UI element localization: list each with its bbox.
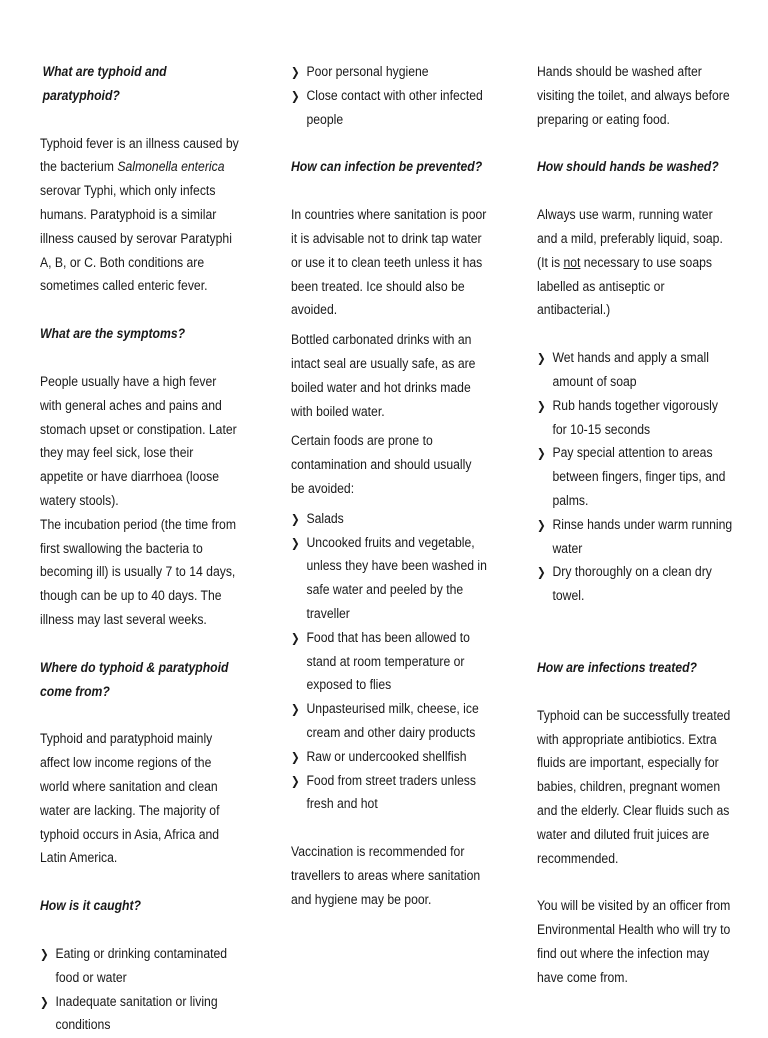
list-item: ❯ Poor personal hygiene	[291, 61, 487, 85]
paragraph-hand-washing-when: Hands should be washed after visiting the toilet, and always before preparing or eating food.	[537, 61, 733, 132]
list-item: ❯ Food from street traders unless fresh and hot	[291, 770, 487, 818]
heading-symptoms: What are the symptoms?	[40, 323, 240, 347]
chevron-right-icon: ❯	[291, 627, 300, 651]
paragraph-treatment: Typhoid can be successfully treated with appropriate antibiotics. Extra fluids are important, especially for babies, children, pregnant women and the elderly. Clear fluids such as water and diluted fruit juices are recommended.	[537, 705, 733, 872]
list-how-caught-continued	[291, 61, 487, 132]
list-item: ❯ Raw or undercooked shellfish	[291, 746, 487, 770]
list-foods-to-avoid	[291, 508, 487, 817]
heading-treatment: How are infections treated?	[537, 657, 733, 681]
chevron-right-icon: ❯	[537, 561, 546, 585]
list-hand-washing-steps	[537, 347, 733, 609]
chevron-right-icon: ❯	[40, 991, 49, 1015]
list-item: ❯ Pay special attention to areas between fingers, finger tips, and palms.	[537, 442, 733, 513]
column-2	[291, 61, 487, 913]
heading-prevention: How can infection be prevented?	[291, 156, 487, 180]
paragraph-where-from: Typhoid and paratyphoid mainly affect low income regions of the world where sanitation and clean water are lacking. The majority of typhoid occurs in Asia, Africa and Latin America.	[40, 728, 240, 871]
list-item: ❯ Rinse hands under warm running water	[537, 514, 733, 562]
list-item: ❯ Inadequate sanitation or living conditions	[40, 991, 240, 1038]
paragraph-prevention-foods: Certain foods are prone to contamination and should usually be avoided:	[291, 430, 487, 501]
chevron-right-icon: ❯	[291, 532, 300, 556]
list-item: ❯ Dry thoroughly on a clean dry towel.	[537, 561, 733, 609]
list-item: ❯ Unpasteurised milk, cheese, ice cream and other dairy products	[291, 698, 487, 746]
heading-how-caught: How is it caught?	[40, 895, 240, 919]
chevron-right-icon: ❯	[40, 943, 49, 967]
paragraph-prevention-water: In countries where sanitation is poor it is advisable not to drink tap water or use it to clean teeth unless it has been treated. Ice should also be avoided.	[291, 204, 487, 323]
list-item: ❯ Rub hands together vigorously for 10-15 seconds	[537, 395, 733, 443]
chevron-right-icon: ❯	[291, 508, 300, 532]
paragraph-soap: Always use warm, running water and a mild, preferably liquid, soap. (It is not necessary to use soaps labelled as antiseptic or antibacterial.)	[537, 204, 733, 323]
list-item: ❯ Eating or drinking contaminated food or water	[40, 943, 240, 991]
list-item: ❯ Food that has been allowed to stand at room temperature or exposed to flies	[291, 627, 487, 698]
chevron-right-icon: ❯	[291, 698, 300, 722]
chevron-right-icon: ❯	[291, 746, 300, 770]
paragraph-symptoms: People usually have a high fever with general aches and pains and stomach upset or constipation. Later they may feel sick, lose their appetite or have diarrhoea (loose watery stools).	[40, 371, 240, 514]
chevron-right-icon: ❯	[537, 395, 546, 419]
paragraph-environmental-health: You will be visited by an officer from Environmental Health who will try to find out where the infection may have come from.	[537, 895, 733, 990]
list-item: ❯ Wet hands and apply a small amount of soap	[537, 347, 733, 395]
paragraph-prevention-drinks: Bottled carbonated drinks with an intact seal are usually safe, as are boiled water and hot drinks made with boiled water.	[291, 329, 487, 424]
paragraph-incubation: The incubation period (the time from first swallowing the bacteria to becoming ill) is usually 7 to 14 days, though can be up to 40 days. The illness may last several weeks.	[40, 514, 240, 633]
column-3	[537, 61, 733, 991]
paragraph-vaccination: Vaccination is recommended for travellers to areas where sanitation and hygiene may be poor.	[291, 841, 487, 912]
list-item: ❯ Uncooked fruits and vegetable, unless they have been washed in safe water and peeled by the traveller	[291, 532, 487, 627]
chevron-right-icon: ❯	[291, 85, 300, 109]
list-item: ❯ Close contact with other infected people	[291, 85, 487, 133]
chevron-right-icon: ❯	[537, 442, 546, 466]
chevron-right-icon: ❯	[537, 347, 546, 371]
column-1	[40, 61, 240, 1038]
paragraph-what-are-typhoid: Typhoid fever is an illness caused by the bacterium Salmonella enterica serovar Typhi, which only infects humans. Paratyphoid is a similar illness caused by serovar Paratyphi A, B, or C. Both conditions are sometimes called enteric fever.	[40, 133, 240, 300]
heading-where-from: Where do typhoid & paratyphoid come from?	[40, 657, 240, 705]
list-item: ❯ Salads	[291, 508, 487, 532]
chevron-right-icon: ❯	[537, 514, 546, 538]
chevron-right-icon: ❯	[291, 61, 300, 85]
heading-what-are-typhoid: What are typhoid and paratyphoid?	[40, 61, 240, 109]
heading-how-wash-hands: How should hands be washed?	[537, 156, 733, 180]
chevron-right-icon: ❯	[291, 770, 300, 794]
